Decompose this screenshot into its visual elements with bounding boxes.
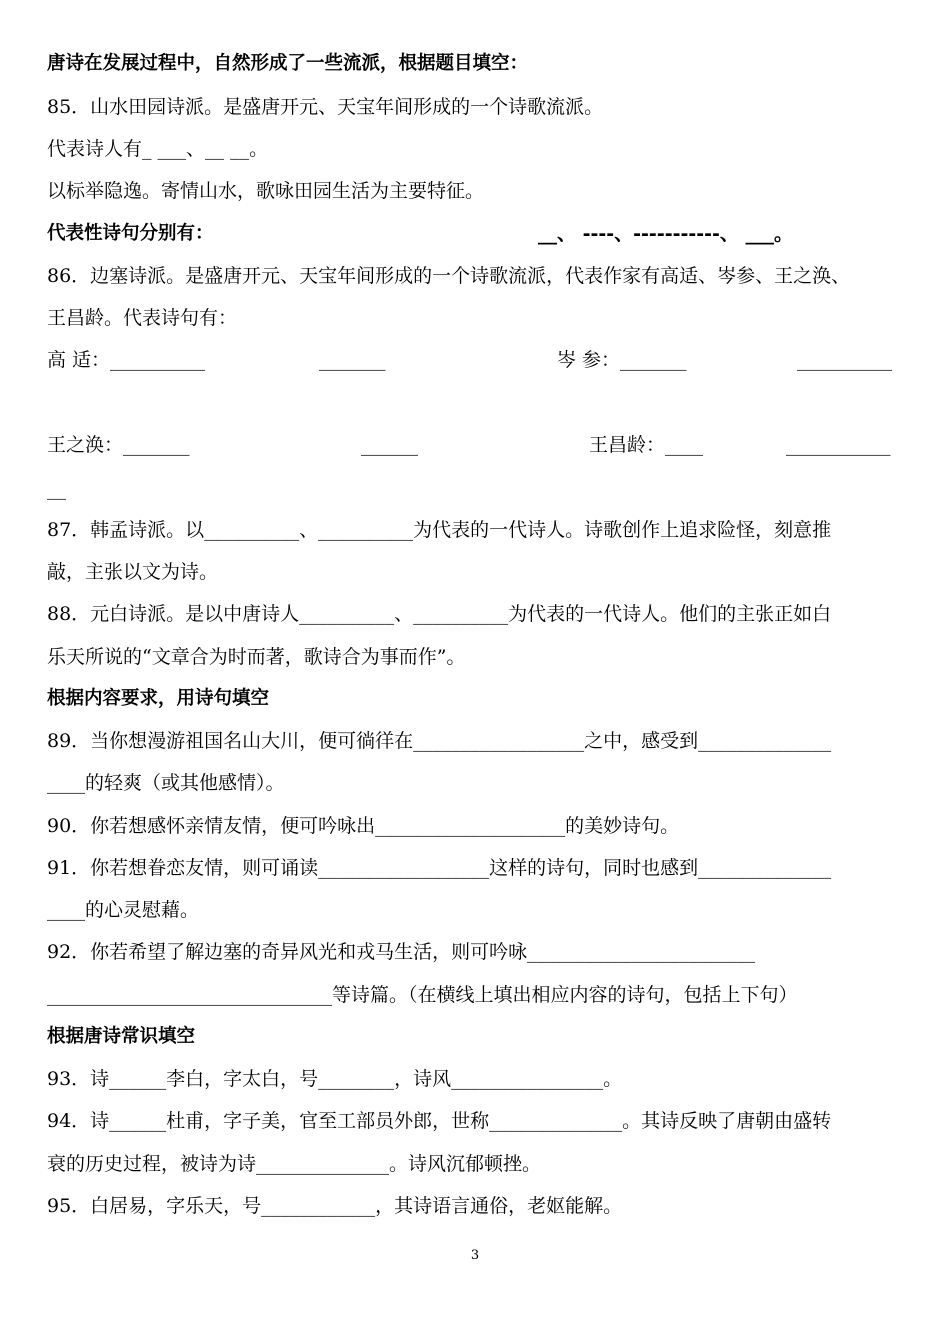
- q86-wangzhihuan: 王之涣：_______: [47, 434, 190, 456]
- q85-line-2: 代表诗人有_ ___、__ __。: [47, 138, 269, 160]
- q95-line-1: 95．白居易，字乐天，号____________，其诗语言通俗，老妪能解。: [47, 1195, 623, 1217]
- q94-line-2: 衰的历史过程，被诗为诗______________。诗风沉郁顿挫。: [47, 1153, 542, 1175]
- q89-line-1: 89．当你想漫游祖国名山大川，便可徜徉在__________________之中，感受到______________: [47, 730, 832, 752]
- q88-line-1: 88．元白诗派。是以中唐诗人__________、__________为代表的一代诗人。他们的主张正如白: [47, 603, 832, 625]
- heading-fill-by-content: 根据内容要求，用诗句填空: [47, 688, 270, 709]
- q86-wangzhihuan-blank: ______: [361, 434, 418, 456]
- q90-line-1: 90．你若想感怀亲情友情，便可吟咏出____________________的美妙诗句。: [47, 815, 680, 837]
- q91-line-1: 91．你若想眷恋友情，则可诵读__________________这样的诗句，同时也感到______________: [47, 857, 832, 879]
- q86-gaoshi: 高 适：__________: [47, 349, 206, 371]
- q86-censhen-blank: __________: [797, 349, 892, 371]
- heading-poetry-schools: 唐诗在发展过程中，自然形成了一些流派，根据题目填空：: [47, 53, 529, 74]
- q86-censhen: 岑 参：_______: [557, 349, 687, 371]
- q86-gaoshi-blank: _______: [319, 349, 386, 371]
- q86-wangchangling: 王昌龄：____: [589, 434, 704, 456]
- q87-line-1: 87．韩孟诗派。以__________、__________为代表的一代诗人。诗歌创作上追求险怪，刻意推: [47, 519, 832, 541]
- q94-line-1: 94．诗______杜甫，字子美，官至工部员外郎，世称______________。其诗反映了唐朝由盛转: [47, 1110, 832, 1132]
- page-number: 3: [470, 1248, 480, 1263]
- q93-line-1: 93．诗______李白，字太白，号________，诗风________________。: [47, 1068, 623, 1090]
- q86-tail-blank: __: [47, 478, 66, 500]
- q92-line-2: ______________________________等诗篇。（在横线上填出相应内容的诗句，包括上下句）: [47, 984, 798, 1006]
- q91-line-2: ____的心灵慰藉。: [47, 899, 200, 921]
- q85-representative-lines-blanks: __、 ----、-----------、 ___。: [538, 223, 794, 245]
- q92-line-1: 92．你若希望了解边塞的奇异风光和戎马生活，则可吟咏________________________: [47, 941, 756, 963]
- q88-line-2: 乐天所说的“文章合为时而著，歌诗合为事而作”。: [47, 646, 466, 668]
- q86-wangchangling-blank: ___________: [786, 434, 891, 456]
- heading-tang-poetry-knowledge: 根据唐诗常识填空: [47, 1026, 196, 1047]
- q85-line-3: 以标举隐逸。寄情山水，歌咏田园生活为主要特征。: [47, 180, 485, 202]
- q89-line-2: ____的轻爽（或其他感情）。: [47, 772, 285, 794]
- q85-representative-lines-label: 代表性诗句分别有：: [47, 223, 214, 244]
- q85-line-1: 85．山水田园诗派。是盛唐开元、天宝年间形成的一个诗歌流派。: [47, 96, 604, 118]
- q87-line-2: 敲，主张以文为诗。: [47, 561, 219, 583]
- q86-line-2: 王昌龄。代表诗句有：: [47, 307, 238, 329]
- q86-line-1: 86．边塞诗派。是盛唐开元、天宝年间形成的一个诗歌流派，代表作家有高适、岑参、王之涣、: [47, 265, 851, 287]
